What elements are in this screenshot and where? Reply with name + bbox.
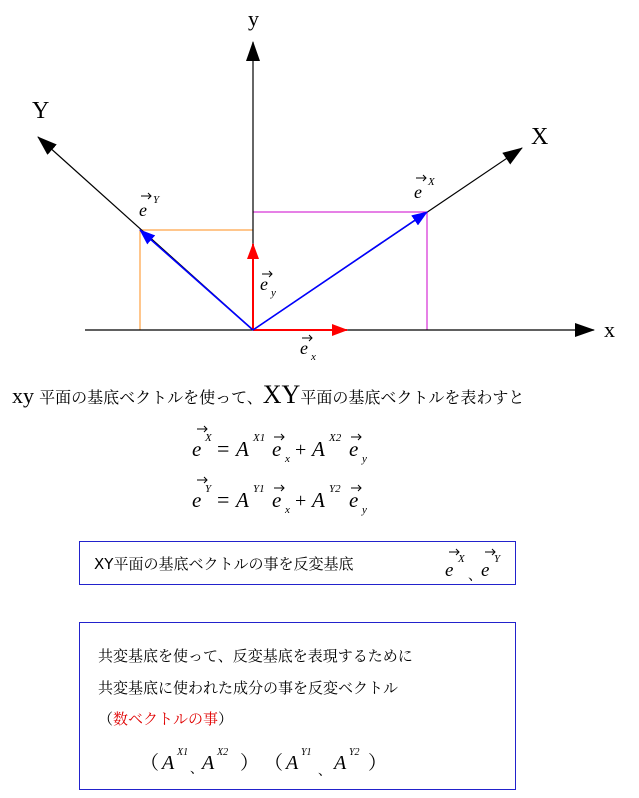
svg-text:e: e bbox=[445, 560, 454, 581]
svg-text:X1: X1 bbox=[177, 747, 189, 758]
equation-eX bbox=[192, 426, 367, 465]
svg-text:y: y bbox=[271, 287, 276, 299]
svg-text:e: e bbox=[272, 488, 282, 512]
svg-text:、: 、 bbox=[190, 761, 204, 776]
svg-text:Y2: Y2 bbox=[329, 483, 341, 495]
svg-text:）: ） bbox=[240, 753, 260, 774]
xy-label: xy bbox=[12, 383, 34, 408]
svg-text:e: e bbox=[349, 437, 359, 461]
svg-text:y: y bbox=[362, 453, 367, 465]
intro-part2: 平面の基底ベクトルを表わすと bbox=[300, 388, 525, 407]
label-e-Y bbox=[139, 193, 161, 220]
contravariant-vector-box bbox=[79, 622, 516, 790]
component-tuples bbox=[140, 737, 460, 787]
svg-text:e: e bbox=[481, 560, 490, 581]
svg-text:e: e bbox=[272, 437, 282, 461]
XY-label: XY bbox=[262, 380, 301, 409]
svg-text:y: y bbox=[362, 504, 367, 516]
svg-text:Y2: Y2 bbox=[349, 747, 360, 758]
paren-open: （ bbox=[98, 710, 114, 728]
label-e-X bbox=[414, 175, 436, 202]
label-X: X bbox=[531, 124, 549, 150]
label-x: x bbox=[604, 317, 615, 342]
svg-text:Y: Y bbox=[205, 483, 212, 495]
label-e-x bbox=[300, 335, 316, 363]
svg-text:A: A bbox=[312, 437, 325, 461]
svg-text:=: = bbox=[217, 436, 230, 461]
equation-eY bbox=[192, 477, 367, 516]
box2-line2: 共変基底に使われた成分の事を反変ベクトル bbox=[98, 679, 399, 697]
number-vector-note: 数ベクトルの事 bbox=[113, 710, 219, 728]
contravariant-basis-text: XY平面の基底ベクトルの事を反変基底 bbox=[94, 555, 354, 573]
svg-text:A: A bbox=[236, 437, 249, 461]
svg-text:X1: X1 bbox=[253, 432, 266, 444]
svg-text:X: X bbox=[205, 432, 212, 444]
svg-text:X2: X2 bbox=[329, 432, 342, 444]
svg-text:（: （ bbox=[140, 753, 160, 774]
svg-text:A: A bbox=[312, 488, 325, 512]
contravariant-basis-symbols bbox=[441, 540, 531, 584]
paren-close: ） bbox=[218, 710, 234, 728]
svg-text:x: x bbox=[311, 351, 316, 363]
svg-text:、: 、 bbox=[468, 569, 482, 584]
svg-text:（: （ bbox=[264, 753, 284, 774]
svg-text:e: e bbox=[139, 200, 147, 220]
svg-text:e: e bbox=[260, 274, 268, 294]
svg-text:e: e bbox=[192, 437, 202, 461]
svg-text:A: A bbox=[236, 488, 249, 512]
svg-text:X2: X2 bbox=[217, 747, 229, 758]
svg-text:A: A bbox=[162, 752, 175, 774]
svg-text:+: + bbox=[295, 439, 307, 461]
svg-text:e: e bbox=[300, 338, 308, 358]
svg-text:、: 、 bbox=[318, 763, 332, 778]
svg-text:X: X bbox=[458, 553, 465, 565]
svg-text:A: A bbox=[334, 752, 347, 774]
svg-text:A: A bbox=[286, 752, 299, 774]
label-y: y bbox=[248, 6, 259, 31]
svg-text:e: e bbox=[349, 488, 359, 512]
svg-text:=: = bbox=[217, 487, 230, 512]
intro-sentence bbox=[12, 380, 524, 410]
vector-e-Y bbox=[140, 230, 253, 330]
contravariant-basis-box bbox=[79, 541, 516, 585]
equations bbox=[0, 418, 639, 558]
svg-text:Y1: Y1 bbox=[301, 747, 312, 758]
label-Y: Y bbox=[32, 98, 50, 124]
svg-text:）: ） bbox=[368, 753, 388, 774]
svg-text:x: x bbox=[285, 504, 290, 516]
vector-e-X bbox=[253, 212, 427, 330]
svg-text:Y1: Y1 bbox=[253, 483, 265, 495]
box2-line3 bbox=[98, 708, 233, 729]
svg-text:e: e bbox=[192, 488, 202, 512]
svg-text:X: X bbox=[428, 176, 435, 188]
svg-text:Y: Y bbox=[494, 553, 501, 565]
label-e-y bbox=[260, 271, 276, 299]
svg-text:+: + bbox=[295, 490, 307, 512]
svg-text:Y: Y bbox=[153, 194, 160, 206]
intro-part1: 平面の基底ベクトルを使って、 bbox=[34, 388, 263, 407]
basis-diagram bbox=[0, 0, 639, 370]
box2-line1: 共変基底を使って、反変基底を表現するために bbox=[98, 647, 413, 665]
svg-text:x: x bbox=[285, 453, 290, 465]
svg-text:e: e bbox=[414, 182, 422, 202]
svg-text:A: A bbox=[202, 752, 215, 774]
